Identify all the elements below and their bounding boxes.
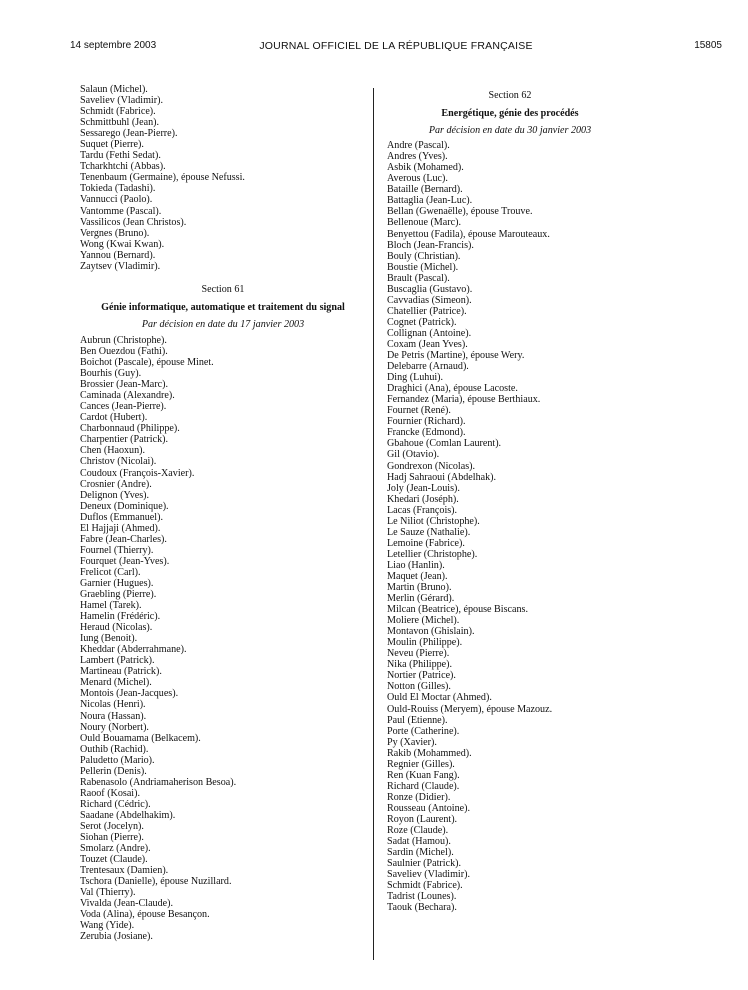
continued-name-list	[80, 84, 366, 272]
name-entry: Outhib (Rachid).	[80, 743, 149, 755]
name-entry: Ould Bouamama (Belkacem).	[80, 732, 201, 744]
name-entry: Wong (Kwai Kwan).	[80, 238, 165, 250]
journal-title: JOURNAL OFFICIEL DE LA RÉPUBLIQUE FRANÇAISE	[259, 40, 533, 52]
section-61-decision: Par décision en date du 17 janvier 2003	[141, 318, 305, 330]
name-entry: Chatellier (Patrice).	[387, 305, 467, 317]
name-entry: Lambert (Patrick).	[80, 655, 155, 667]
name-entry: Saveliev (Vladimir).	[80, 95, 163, 107]
name-entry: Joly (Jean-Louis).	[387, 482, 460, 494]
name-entry: Moliere (Michel).	[387, 615, 460, 627]
name-entry: Buscaglia (Gustavo).	[387, 283, 473, 295]
name-entry: Tcharkhtchi (Abbas).	[80, 161, 166, 173]
name-entry: Schmittbuhl (Jean).	[80, 117, 160, 129]
name-entry: Notton (Gilles).	[387, 681, 451, 693]
name-entry: Boustie (Michel).	[387, 261, 459, 273]
name-entry: Bouly (Christian).	[387, 250, 461, 262]
name-entry: Salaun (Michel).	[80, 84, 148, 95]
name-entry: Fernandez (Maria), épouse Berthiaux.	[387, 394, 541, 406]
name-entry: Cavvadias (Simeon).	[387, 294, 472, 306]
name-entry: Bloch (Jean-Francis).	[387, 239, 474, 251]
name-entry: Tadrist (Lounes).	[387, 891, 457, 903]
name-entry: Tardu (Fethi Sedat).	[80, 150, 161, 162]
section-62-number: Section 62	[488, 90, 532, 101]
name-entry: Crosnier (Andre).	[80, 478, 152, 490]
name-entry: Richard (Cédric).	[80, 798, 151, 810]
name-entry: Draghici (Ana), épouse Lacoste.	[387, 383, 518, 395]
name-entry: Gondrexon (Nicolas).	[387, 460, 476, 472]
section-62-decision: Par décision en date du 30 janvier 2003	[428, 125, 592, 137]
name-entry: Andres (Yves).	[387, 151, 448, 163]
page-number: 15805	[694, 40, 722, 51]
name-entry: Montois (Jean-Jacques).	[80, 688, 179, 700]
name-entry: Martin (Bruno).	[387, 582, 452, 594]
name-entry: Raoof (Kosai).	[80, 787, 140, 799]
left-column	[80, 84, 366, 943]
name-entry: Chen (Haoxun).	[80, 445, 146, 457]
name-entry: Coudoux (François-Xavier).	[80, 467, 195, 479]
name-entry: Frelicot (Carl).	[80, 566, 141, 578]
name-entry: Schmidt (Fabrice).	[387, 880, 463, 892]
name-entry: Fournet (René).	[387, 405, 451, 417]
name-entry: Serot (Jocelyn).	[80, 821, 144, 832]
name-entry: Hadj Sahraoui (Abdelhak).	[387, 471, 497, 483]
name-entry: Tokieda (Tadashi).	[80, 183, 156, 195]
name-entry: Gil (Otavio).	[387, 449, 440, 461]
name-entry: Noury (Norbert).	[80, 721, 149, 733]
name-entry: Porte (Catherine).	[387, 725, 460, 737]
name-entry: Caminada (Alexandre).	[80, 390, 175, 402]
name-entry: Sardin (Michel).	[387, 847, 454, 859]
name-entry: Saadane (Abdelhakim).	[80, 809, 176, 821]
name-entry: Bataille (Bernard).	[387, 184, 463, 196]
name-entry: Pellerin (Denis).	[80, 765, 147, 777]
name-entry: Garnier (Hugues).	[80, 577, 154, 589]
name-entry: Gbahoue (Comlan Laurent).	[387, 438, 502, 450]
name-entry: Liao (Hanlin).	[387, 559, 445, 571]
name-entry: Zaytsev (Vladimir).	[80, 260, 161, 272]
name-entry: Le Sauze (Nathalie).	[387, 526, 471, 538]
name-entry: Bellenoue (Marc).	[387, 217, 461, 229]
right-column	[387, 90, 633, 913]
name-entry: Smolarz (Andre).	[80, 843, 151, 855]
name-entry: Rabenasolo (Andriamaherison Besoa).	[80, 776, 237, 788]
name-entry: Regnier (Gilles).	[387, 758, 455, 770]
name-entry: Francke (Edmond).	[387, 427, 466, 439]
section-62-heading: Energétique, génie des procédés	[441, 108, 579, 120]
name-entry: Vantomme (Pascal).	[80, 205, 162, 217]
name-entry: Montavon (Ghislain).	[387, 626, 475, 638]
name-entry: Noura (Hassan).	[80, 710, 147, 722]
name-entry: Martineau (Patrick).	[80, 666, 162, 678]
page-header	[70, 40, 722, 56]
name-entry: Asbik (Mohamed).	[387, 162, 464, 174]
name-entry: Rousseau (Antoine).	[387, 802, 470, 814]
name-entry: Aubrun (Christophe).	[80, 334, 167, 346]
section-61-heading: Génie informatique, automatique et traitement du signal	[101, 301, 345, 313]
name-entry: Charbonnaud (Philippe).	[80, 423, 180, 435]
name-entry: Saveliev (Vladimir).	[387, 869, 470, 881]
name-entry: Nortier (Patrice).	[387, 670, 456, 682]
name-entry: Ren (Kuan Fang).	[387, 769, 460, 781]
name-entry: Wang (Yide).	[80, 920, 135, 932]
name-entry: Cognet (Patrick).	[387, 316, 457, 328]
name-entry: Ould-Rouiss (Meryem), épouse Mazouz.	[387, 703, 553, 715]
name-entry: Le Niliot (Christophe).	[387, 515, 480, 527]
name-entry: Roze (Claude).	[387, 825, 449, 837]
section-61-name-list	[80, 335, 366, 943]
name-entry: Cances (Jean-Pierre).	[80, 401, 167, 413]
name-entry: Christov (Nicolai).	[80, 456, 157, 468]
name-entry: Merlin (Gérard).	[387, 593, 455, 605]
name-entry: Tenenbaum (Germaine), épouse Nefussi.	[80, 172, 245, 184]
name-entry: Py (Xavier).	[387, 736, 437, 748]
name-entry: Milcan (Beatrice), épouse Biscans.	[387, 604, 528, 616]
name-entry: Moulin (Philippe).	[387, 637, 463, 649]
name-entry: Brossier (Jean-Marc).	[80, 379, 169, 391]
name-entry: Boichot (Pascale), épouse Minet.	[80, 357, 214, 369]
column-divider	[373, 88, 374, 960]
name-entry: Hamel (Tarek).	[80, 600, 142, 612]
name-entry: Khedari (Joséph).	[387, 493, 459, 505]
name-entry: Hamelin (Frédéric).	[80, 611, 161, 623]
name-entry: Taouk (Bechara).	[387, 902, 457, 914]
name-entry: Ben Ouezdou (Fathi).	[80, 345, 168, 357]
name-entry: Vergnes (Bruno).	[80, 227, 150, 239]
name-entry: Siohan (Pierre).	[80, 832, 144, 844]
name-entry: Heraud (Nicolas).	[80, 622, 153, 634]
name-entry: Schmidt (Fabrice).	[80, 106, 156, 118]
name-entry: Delignon (Yves).	[80, 489, 150, 501]
name-entry: Vivalda (Jean-Claude).	[80, 898, 174, 910]
name-entry: Rakib (Mohammed).	[387, 747, 472, 759]
name-entry: Royon (Laurent).	[387, 814, 458, 825]
name-entry: Neveu (Pierre).	[387, 648, 450, 660]
section-62-name-list	[387, 140, 633, 913]
name-entry: Delebarre (Arnaud).	[387, 361, 469, 373]
name-entry: Collignan (Antoine).	[387, 327, 472, 339]
name-entry: Vassilicos (Jean Christos).	[80, 216, 187, 228]
name-entry: Kheddar (Abderrahmane).	[80, 644, 187, 656]
name-entry: Ronze (Didier).	[387, 791, 451, 803]
name-entry: Fourquet (Jean-Yves).	[80, 555, 170, 567]
name-entry: Andre (Pascal).	[387, 140, 450, 152]
name-entry: Ding (Luhui).	[387, 372, 444, 384]
name-entry: Fabre (Jean-Charles).	[80, 533, 167, 545]
name-entry: Charpentier (Patrick).	[80, 434, 169, 446]
name-entry: Saulnier (Patrick).	[387, 858, 461, 870]
name-entry: Letellier (Christophe).	[387, 548, 478, 560]
name-entry: Touzet (Claude).	[80, 854, 148, 866]
name-entry: Brault (Pascal).	[387, 272, 450, 284]
name-entry: Deneux (Dominique).	[80, 500, 169, 512]
name-entry: Paul (Etienne).	[387, 714, 448, 726]
name-entry: Sessarego (Jean-Pierre).	[80, 128, 178, 140]
name-entry: Cardot (Hubert).	[80, 412, 148, 424]
name-entry: Lemoine (Fabrice).	[387, 537, 465, 549]
name-entry: Paludetto (Mario).	[80, 754, 155, 766]
name-entry: Benyettou (Fadila), épouse Marouteaux.	[387, 228, 550, 240]
name-entry: Menard (Michel).	[80, 677, 152, 689]
name-entry: El Hajjaji (Ahmed).	[80, 522, 161, 534]
name-entry: Zerubia (Josiane).	[80, 931, 153, 943]
name-entry: Nicolas (Henri).	[80, 699, 146, 711]
name-entry: Coxam (Jean Yves).	[387, 338, 468, 350]
header-date: 14 septembre 2003	[70, 40, 157, 51]
name-entry: Graebling (Pierre).	[80, 589, 157, 601]
name-entry: Trentesaux (Damien).	[80, 865, 169, 877]
name-entry: Suquet (Pierre).	[80, 139, 144, 151]
name-entry: Duflos (Emmanuel).	[80, 511, 163, 523]
name-entry: Battaglia (Jean-Luc).	[387, 195, 473, 207]
name-entry: Yannou (Bernard).	[80, 249, 156, 261]
name-entry: Lacas (François).	[387, 504, 458, 516]
name-entry: Maquet (Jean).	[387, 570, 448, 582]
name-entry: Averous (Luc).	[387, 173, 448, 185]
name-entry: Nika (Philippe).	[387, 659, 453, 671]
name-entry: De Petris (Martine), épouse Wery.	[387, 350, 525, 362]
name-entry: Vannucci (Paolo).	[80, 194, 153, 206]
name-entry: Tschora (Danielle), épouse Nuzillard.	[80, 876, 232, 888]
name-entry: Ould El Moctar (Ahmed).	[387, 692, 492, 704]
name-entry: Iung (Benoit).	[80, 633, 138, 645]
name-entry: Val (Thierry).	[80, 887, 136, 899]
name-entry: Voda (Alina), épouse Besançon.	[80, 909, 210, 921]
name-entry: Fournier (Richard).	[387, 416, 466, 428]
name-entry: Richard (Claude).	[387, 780, 460, 792]
name-entry: Bourhis (Guy).	[80, 368, 142, 380]
name-entry: Fournel (Thierry).	[80, 544, 154, 556]
name-entry: Bellan (Gwenaëlle), épouse Trouve.	[387, 206, 533, 218]
section-61-number: Section 61	[201, 283, 245, 295]
name-entry: Sadat (Hamou).	[387, 836, 451, 848]
